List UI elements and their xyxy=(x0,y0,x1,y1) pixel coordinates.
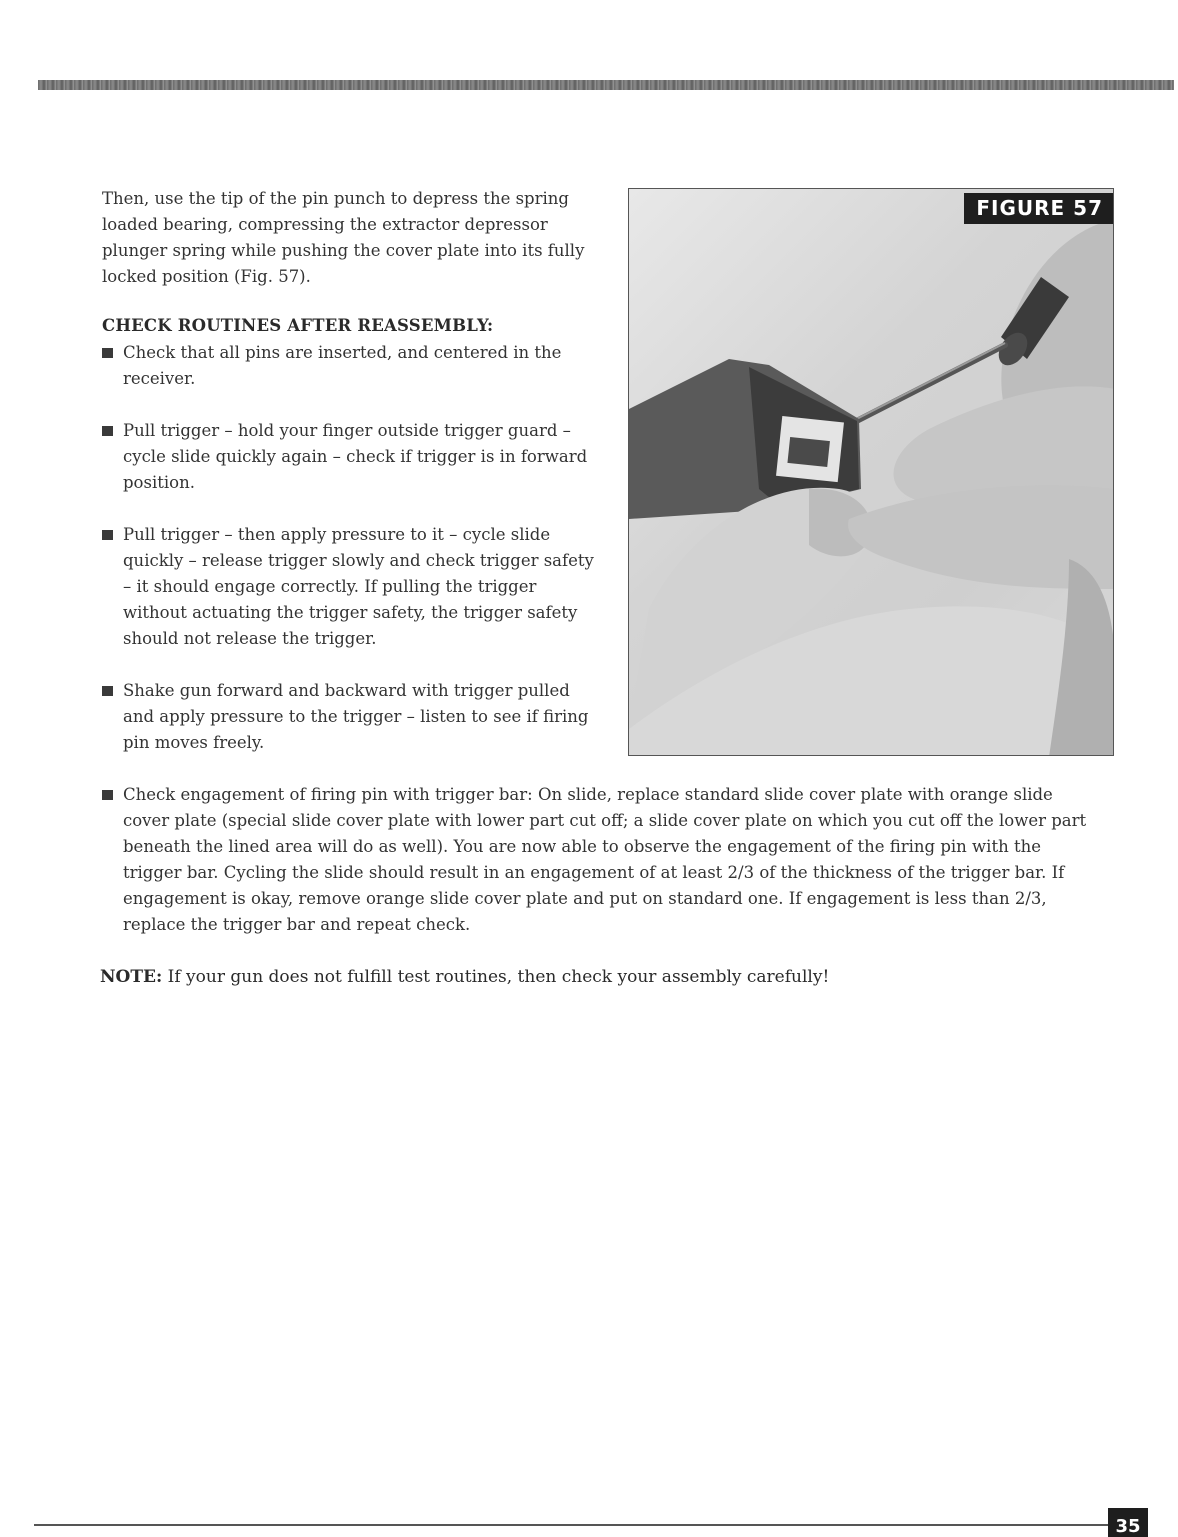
section-heading: CHECK ROUTINES AFTER REASSEMBLY: xyxy=(102,316,494,335)
figure-57-photo xyxy=(628,188,1114,756)
check-item-text: Check engagement of firing pin with trigger bar: On slide, replace standard slide cover plate with orange slide cover plate (special slide cover plate with lower part cut off; a slide cover plate on which you cut off the lower part beneath the lined area will do as well). You are now able to observe the engagement of the firing pin with the trigger bar. Cycling the slide should result in an engagement of at least 2/3 of the thickness of the trigger bar. If engagement is okay, remove orange slide cover plate and put on standard one. If engagement is less than 2/3, replace the trigger bar and repeat check. xyxy=(123,785,1087,934)
check-item-text: Check that all pins are inserted, and centered in the receiver. xyxy=(123,343,562,388)
square-bullet-icon xyxy=(102,348,113,358)
figure-label: FIGURE 57 xyxy=(964,193,1113,224)
check-item xyxy=(102,418,602,496)
check-item-text: Pull trigger – then apply pressure to it – cycle slide quickly – release trigger slowly and check trigger safety – it should engage correctly. If pulling the trigger without actuating the trigger safety, the trigger safety should not release the trigger. xyxy=(123,525,594,648)
top-decorative-rule xyxy=(38,80,1174,90)
check-item xyxy=(102,522,602,652)
square-bullet-icon xyxy=(102,530,113,540)
square-bullet-icon xyxy=(102,686,113,696)
note-line xyxy=(100,964,829,990)
page-number: 35 xyxy=(1108,1508,1148,1537)
square-bullet-icon xyxy=(102,426,113,436)
bottom-rule xyxy=(34,1524,1114,1526)
note-label: NOTE: xyxy=(100,967,163,987)
check-item xyxy=(102,340,602,392)
square-bullet-icon xyxy=(102,790,113,800)
intro-paragraph: Then, use the tip of the pin punch to depress the spring loaded bearing, compressing the extractor depressor plunger spring while pushing the cover plate into its fully locked position (Fig. 57). xyxy=(102,189,585,286)
check-item xyxy=(102,678,602,756)
hands-with-pin-punch-illustration xyxy=(629,189,1114,756)
check-item-text: Pull trigger – hold your finger outside trigger guard – cycle slide quickly again – check if trigger is in forward position. xyxy=(123,421,588,492)
check-item xyxy=(102,782,1102,938)
check-item-text: Shake gun forward and backward with trigger pulled and apply pressure to the trigger – listen to see if firing pin moves freely. xyxy=(123,681,589,752)
note-text: If your gun does not fulfill test routines, then check your assembly carefully! xyxy=(162,967,830,987)
